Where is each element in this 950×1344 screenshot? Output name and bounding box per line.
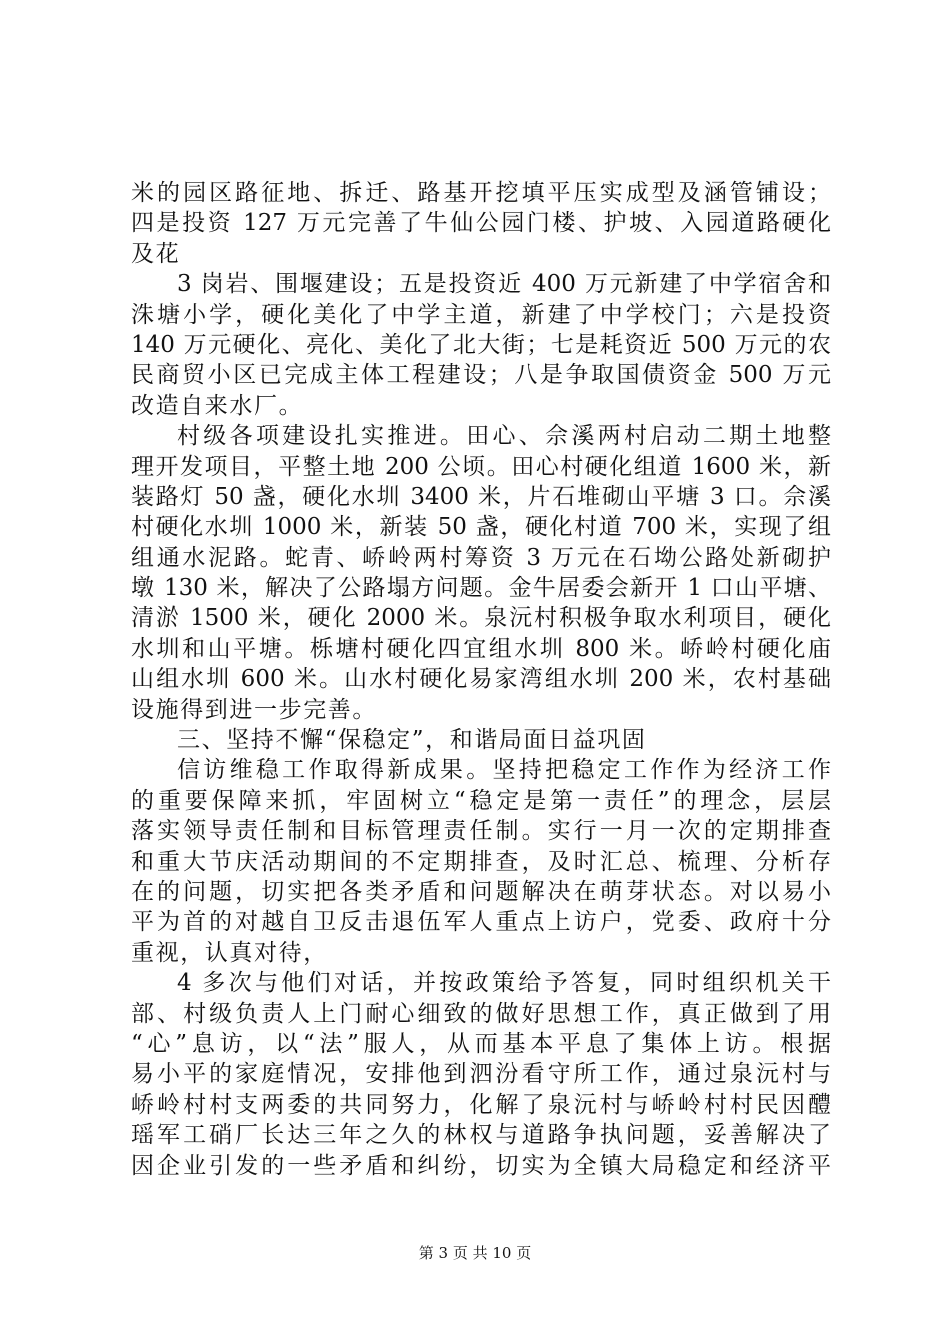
text-line: 因企业引发的一些矛盾和纠纷，切实为全镇大局稳定和经济平 <box>131 1152 831 1179</box>
text-line: 部、村级负责人上门耐心细致的做好思想工作，真正做到了用 <box>131 1000 831 1027</box>
text-line: 组通水泥路。蛇青、峤岭两村筹资 3 万元在石坳公路处新砌护 <box>131 544 831 571</box>
text-line: 信访维稳工作取得新成果。坚持把稳定工作作为经济工作 <box>177 757 831 784</box>
text-line: 4 多次与他们对话，并按政策给予答复，同时组织机关干 <box>177 970 831 997</box>
text-line: 重视，认真对待， <box>131 939 328 966</box>
text-line: 洙塘小学，硬化美化了中学主道，新建了中学校门；六是投资 <box>131 301 831 328</box>
text-line: 理开发项目，平整土地 200 公顷。田心村硬化组道 1600 米，新 <box>131 453 831 480</box>
text-line: 140 万元硬化、亮化、美化了北大街；七是耗资近 500 万元的农 <box>131 331 831 358</box>
text-line: 易小平的家庭情况，安排他到泗汾看守所工作，通过泉沅村与 <box>131 1061 831 1088</box>
text-line: 落实领导责任制和目标管理责任制。实行一月一次的定期排查 <box>131 818 831 845</box>
text-line: 民商贸小区已完成主体工程建设；八是争取国债资金 500 万元 <box>131 362 831 389</box>
text-line: 改造自来水厂。 <box>131 392 304 419</box>
text-line: 村级各项建设扎实推进。田心、佘溪两村启动二期土地整 <box>177 423 831 450</box>
text-line: 米的园区路征地、拆迁、路基开挖填平压实成型及涵管铺设； <box>131 180 831 206</box>
section-heading: 三、坚持不懈“保稳定”，和谐局面日益巩固 <box>177 727 647 754</box>
text-line: 墩 130 米，解决了公路塌方问题。金牛居委会新开 1 口山平塘、 <box>131 575 831 602</box>
text-line: 在的问题，切实把各类矛盾和问题解决在萌芽状态。对以易小 <box>131 878 831 905</box>
text-line: 山组水圳 600 米。山水村硬化易家湾组水圳 200 米，农村基础 <box>131 666 831 693</box>
text-line: 清淤 1500 米，硬化 2000 米。泉沅村积极争取水利项目，硬化 <box>131 605 831 632</box>
text-line: 3 岗岩、围堰建设；五是投资近 400 万元新建了中学宿舍和 <box>177 271 831 298</box>
text-line: 村硬化水圳 1000 米，新装 50 盏，硬化村道 700 米，实现了组 <box>131 514 831 541</box>
body-text <box>131 178 831 1181</box>
text-line: 水圳和山平塘。栎塘村硬化四宜组水圳 800 米。峤岭村硬化庙 <box>131 635 831 662</box>
text-line: 平为首的对越自卫反击退伍军人重点上访户，党委、政府十分 <box>131 909 831 936</box>
text-line: 设施得到进一步完善。 <box>131 696 377 723</box>
page-footer: 第 3 页 共 10 页 <box>418 1244 532 1262</box>
text-line: 和重大节庆活动期间的不定期排查，及时汇总、梳理、分析存 <box>131 848 831 875</box>
text-line: 瑶军工硝厂长达三年之久的林权与道路争执问题，妥善解决了 <box>131 1122 831 1149</box>
text-line: “心”息访，以“法”服人，从而基本平息了集体上访。根据 <box>131 1030 831 1057</box>
text-line: 及花 <box>131 240 181 267</box>
text-line: 的重要保障来抓，牢固树立“稳定是第一责任”的理念，层层 <box>131 787 831 814</box>
text-line: 装路灯 50 盏，硬化水圳 3400 米，片石堆砌山平塘 3 口。佘溪 <box>131 483 831 510</box>
text-line: 四是投资 127 万元完善了牛仙公园门楼、护坡、入园道路硬化 <box>131 210 831 237</box>
text-line: 峤岭村村支两委的共同努力，化解了泉沅村与峤岭村村民因醴 <box>131 1091 831 1118</box>
